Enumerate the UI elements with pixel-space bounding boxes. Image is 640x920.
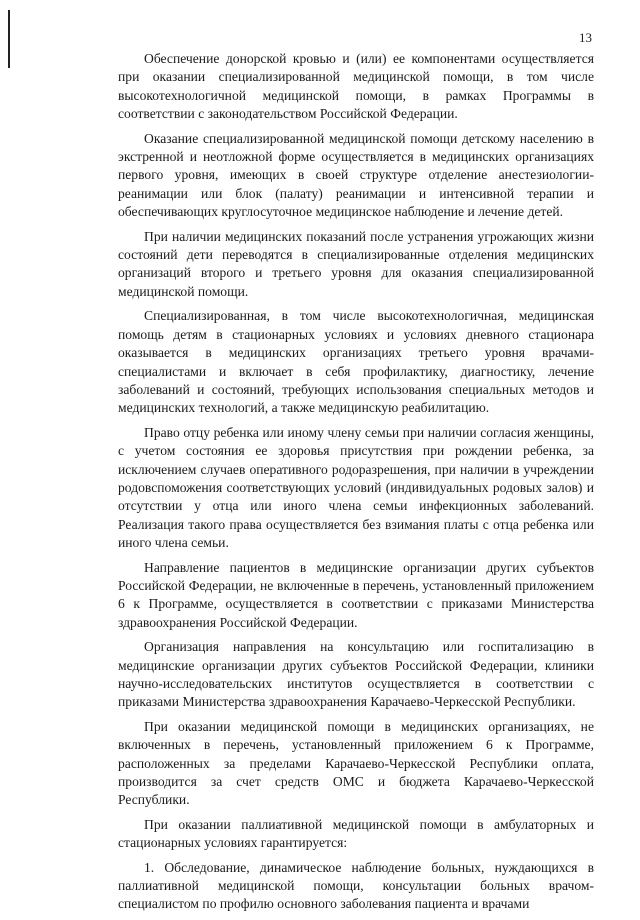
paragraph: 1. Обследование, динамическое наблюдение больных, нуждающихся в паллиативной медицинской помощи, консультации больных врачом-специалистом по профилю основного заболевания пациента и врачами — [118, 859, 594, 912]
paragraph: Направление пациентов в медицинские организации других субъектов Российской Федерации, не включенные в перечень, установленный приложением 6 к Программе, осуществляется в соответствии с приказами Министерства здравоохранения Российской Федерации. — [118, 559, 594, 630]
paragraph: Право отцу ребенка или иному члену семьи при наличии согласия женщины, с учетом состояния ее здоровья присутствия при рождении ребенка, за исключением случаев оперативного родоразрешения, при наличии в учреждении родовспоможения соответствующих условий (индивидуальных родовых залов) и отсутствии у отца или иного члена семьи инфекционных заболеваний. Реализация такого права осуществляется без взимания платы с отца ребенка или иного члена семьи. — [118, 424, 594, 551]
paragraph: При оказании паллиативной медицинской помощи в амбулаторных и стационарных условиях гарантируется: — [118, 816, 594, 851]
margin-mark — [8, 10, 10, 68]
document-body — [118, 50, 594, 920]
paragraph: Организация направления на консультацию или госпитализацию в медицинские организации других субъектов Российской Федерации, клиники научно-исследовательских институтов осуществляется в соответствии с приказами Министерства здравоохранения Карачаево-Черкесской Республики. — [118, 639, 594, 710]
paragraph: Обеспечение донорской кровью и (или) ее компонентами осуществляется при оказании специализированной медицинской помощи, в том числе высокотехнологичной медицинской помощи, в рамках Программы в соответствии с законодательством Российской Федерации. — [118, 51, 594, 122]
page-number: 13 — [579, 30, 592, 45]
paragraph: Специализированная, в том числе высокотехнологичная, медицинская помощь детям в стационарных условиях и условиях дневного стационара оказывается в медицинских организациях третьего уровня врачами-специалистами и включает в себя профилактику, диагностику, лечение заболеваний и состояний, требующих использования специальных методов и медицинских технологий, а также медицинскую реабилитацию. — [118, 308, 594, 416]
paragraph: При наличии медицинских показаний после устранения угрожающих жизни состояний дети переводятся в специализированные отделения медицинских организаций второго и третьего уровня для оказания специализированной медицинской помощи. — [118, 228, 594, 299]
paragraph: При оказании медицинской помощи в медицинских организациях, не включенных в перечень, установленный приложением 6 к Программе, расположенных за пределами Карачаево-Черкесской Республики оплата, производится за счет средств ОМС и бюджета Карачаево-Черкесской Республики. — [118, 718, 594, 808]
paragraph: Оказание специализированной медицинской помощи детскому населению в экстренной и неотложной форме осуществляется в медицинских организациях первого уровня, имеющих в своей структуре отделение анестезиологии-реанимации или блок (палату) реанимации и интенсивной терапии и обеспечивающих круглосуточное медицинское наблюдение и лечение детей. — [118, 130, 594, 220]
